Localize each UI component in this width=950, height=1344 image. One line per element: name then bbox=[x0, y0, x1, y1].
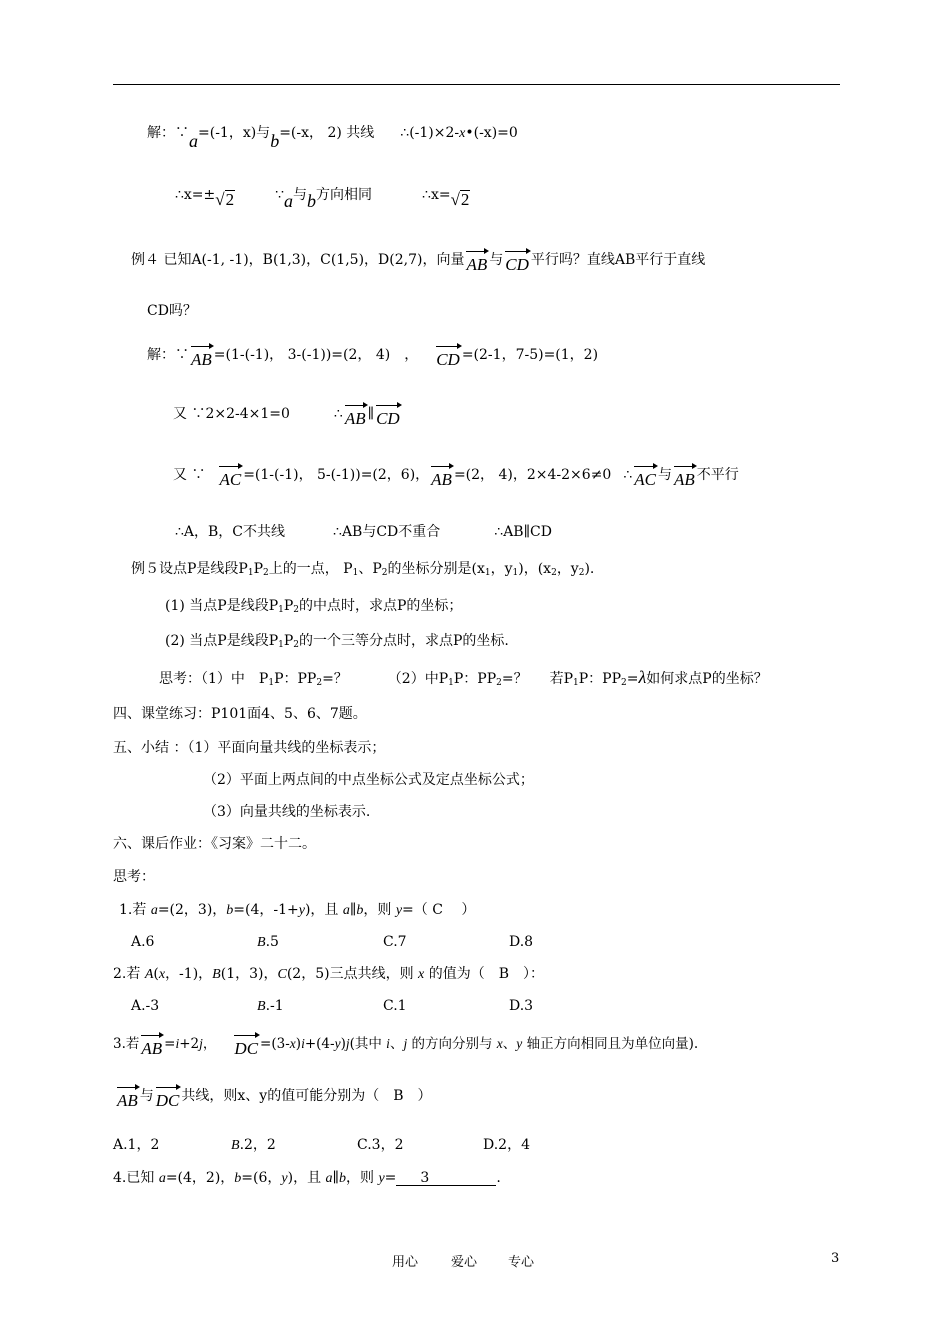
text: ∴ bbox=[333, 406, 343, 422]
text: ) bbox=[340, 1036, 346, 1052]
text: 六、课后作业：《习案》二十二。 bbox=[113, 836, 316, 852]
text: 的中点时，求点P的坐标； bbox=[299, 598, 463, 614]
vector-DC: DC bbox=[234, 1034, 258, 1057]
question-3 bbox=[113, 1034, 698, 1057]
text: •(-x)=0 bbox=[465, 125, 518, 141]
question-2-options bbox=[131, 999, 533, 1014]
summary-2 bbox=[203, 773, 534, 787]
text: )，(x bbox=[518, 561, 552, 577]
text: = bbox=[384, 1170, 397, 1186]
subscript: 2 bbox=[293, 640, 300, 650]
var-x: x bbox=[496, 1036, 503, 1051]
lambda-symbol: λ bbox=[638, 667, 647, 687]
var-j: j bbox=[345, 1036, 350, 1051]
text: 四、课堂练习：P101面4、5、6、7题。 bbox=[113, 706, 367, 722]
text: （2）平面上两点间的中点坐标公式及定点坐标公式； bbox=[203, 772, 534, 788]
text: 1.若 bbox=[119, 902, 151, 918]
option-a: A.6 bbox=[131, 934, 155, 950]
var-j: j bbox=[403, 1036, 408, 1051]
text: = bbox=[164, 1036, 176, 1052]
text: . bbox=[496, 1170, 501, 1186]
text: ( bbox=[153, 966, 159, 982]
text: =(1-(-1)， 5-(-1))=(2，6)， bbox=[243, 467, 430, 483]
subscript: 2 bbox=[551, 568, 557, 578]
option-c: C.3，2 bbox=[357, 1137, 404, 1153]
var-y: y bbox=[516, 1036, 523, 1051]
sqrt-2: √2 bbox=[215, 190, 235, 209]
option-b-letter: B bbox=[257, 999, 266, 1014]
text: P bbox=[283, 598, 294, 614]
text: ∴A，B，C不共线 bbox=[175, 524, 286, 540]
var-a: a bbox=[150, 903, 158, 918]
var-a: a bbox=[325, 1171, 333, 1186]
text: ∴AB与CD不重合 bbox=[333, 524, 441, 540]
vector-CD: CD bbox=[436, 345, 460, 368]
text: +(4- bbox=[304, 1036, 335, 1052]
var-j: j bbox=[199, 1036, 203, 1051]
var-b: b bbox=[356, 903, 364, 918]
option-b: .2，2 bbox=[239, 1137, 276, 1153]
option-b-letter: B bbox=[257, 935, 266, 950]
footer-text-3: 专心 bbox=[508, 1255, 535, 1270]
answer-blank: 3 bbox=[396, 1171, 496, 1186]
var-b: b bbox=[226, 903, 234, 918]
text: =（ C ） bbox=[402, 902, 476, 918]
text: (2，5)三点共线，则 bbox=[286, 966, 419, 982]
text: ∵ bbox=[275, 187, 285, 203]
text: =(2，3)， bbox=[157, 902, 227, 918]
section-5 bbox=[113, 741, 385, 755]
question-2 bbox=[113, 967, 544, 982]
text: 与 bbox=[139, 1088, 154, 1104]
text: 与 bbox=[658, 467, 672, 483]
solution-line-2 bbox=[175, 188, 470, 210]
question-1-options bbox=[131, 935, 533, 950]
text: ∥ bbox=[349, 902, 357, 918]
text: ∴x= bbox=[422, 187, 451, 203]
question-3-options bbox=[113, 1138, 530, 1153]
text: 轴正方向相同且为单位向量). bbox=[522, 1036, 699, 1052]
option-b: .5 bbox=[265, 934, 279, 950]
text: =？ bbox=[322, 671, 348, 687]
text: +2 bbox=[179, 1036, 200, 1052]
text: =(2-1，7-5)=(1，2) bbox=[461, 347, 599, 363]
text: ). bbox=[584, 561, 595, 577]
text: ∴AB∥CD bbox=[494, 524, 552, 540]
text: 思考：（1）中 P bbox=[159, 671, 269, 687]
var-x: x bbox=[158, 967, 166, 982]
text: 、P bbox=[358, 561, 382, 577]
header-rule bbox=[113, 84, 840, 85]
text: =(4，-1+ bbox=[233, 902, 299, 918]
text: ∴x=± bbox=[175, 187, 216, 203]
text: =(-1，x)与 bbox=[198, 125, 271, 141]
solution-4-line-2 bbox=[173, 404, 402, 427]
vector-AC: AC bbox=[219, 465, 241, 488]
text: 3.若 bbox=[113, 1036, 140, 1052]
subscript: 1 bbox=[247, 568, 254, 578]
subscript: 1 bbox=[512, 568, 519, 578]
var-x: x bbox=[418, 967, 425, 982]
text: P：PP bbox=[453, 671, 497, 687]
subscript: 2 bbox=[263, 568, 269, 578]
text: 4.已知 bbox=[113, 1170, 159, 1186]
text: P bbox=[253, 561, 263, 577]
var-C: C bbox=[277, 967, 287, 982]
text: 方向相同 bbox=[316, 187, 373, 203]
subscript: 1 bbox=[352, 568, 359, 578]
var-b: b bbox=[234, 1171, 242, 1186]
text: 、 bbox=[502, 1036, 517, 1052]
text: (2) 当点P是线段P bbox=[165, 633, 279, 649]
text: 的方向分别与 bbox=[407, 1036, 497, 1052]
question-1 bbox=[119, 903, 475, 918]
text: 与 bbox=[293, 187, 308, 203]
text: 与 bbox=[489, 252, 504, 268]
text: P：PP bbox=[274, 671, 317, 687]
text: 共线，则x、y的值可能分别为（ B ） bbox=[181, 1088, 432, 1104]
text: =(4，2)， bbox=[165, 1170, 235, 1186]
text: (其中 bbox=[349, 1036, 387, 1052]
var-a: a bbox=[284, 191, 294, 211]
subscript: 1 bbox=[573, 678, 579, 688]
var-a: a bbox=[158, 1171, 166, 1186]
option-c: C.1 bbox=[383, 998, 407, 1014]
text: 2.若 bbox=[113, 966, 145, 982]
var-b: b bbox=[270, 131, 280, 151]
option-b-letter: B bbox=[231, 1138, 240, 1153]
text: 又 ∵ bbox=[173, 467, 206, 483]
var-y: y bbox=[378, 1171, 385, 1186]
var-y: y bbox=[298, 903, 305, 918]
vector-AB: AB bbox=[141, 1034, 162, 1057]
var-b: b bbox=[307, 191, 317, 211]
solution-4-conclusion bbox=[175, 525, 552, 539]
vector-CD: CD bbox=[505, 250, 529, 273]
radicand: 2 bbox=[460, 190, 470, 209]
text: P bbox=[283, 633, 294, 649]
text: (1) 当点P是线段P bbox=[165, 598, 279, 614]
text: CD吗？ bbox=[147, 303, 197, 319]
summary-3 bbox=[203, 805, 370, 819]
text: 思考： bbox=[113, 869, 155, 885]
subscript: 2 bbox=[578, 568, 585, 578]
option-a: A.-3 bbox=[131, 998, 160, 1014]
text: =？ bbox=[501, 671, 528, 687]
text: 如何求点P的坐标？ bbox=[646, 671, 768, 687]
text: =(6， bbox=[241, 1170, 282, 1186]
section-6 bbox=[113, 837, 316, 851]
example-4-statement-cont bbox=[147, 304, 197, 318]
var-i: i bbox=[386, 1036, 390, 1051]
subscript: 2 bbox=[316, 678, 323, 688]
text: 不平行 bbox=[696, 467, 739, 483]
var-a: a bbox=[189, 131, 198, 151]
text: ，-1)， bbox=[165, 966, 213, 982]
think-line bbox=[159, 668, 768, 688]
subscript: 2 bbox=[496, 678, 502, 688]
text: =(1-(-1)， 3-(-1))=(2， 4) ， bbox=[213, 347, 419, 363]
var-i: i bbox=[301, 1036, 305, 1051]
option-c: C.7 bbox=[383, 934, 407, 950]
vector-AB: AB bbox=[117, 1086, 138, 1109]
text: (1，3)， bbox=[220, 966, 278, 982]
text: 若P bbox=[549, 671, 574, 687]
example-5-part-2 bbox=[165, 634, 509, 650]
var-A: A bbox=[144, 967, 154, 982]
example-5-statement bbox=[131, 562, 594, 578]
text: 的值为（ B ）： bbox=[424, 966, 544, 982]
vector-AB: AB bbox=[431, 465, 452, 488]
page-number: 3 bbox=[831, 1251, 840, 1266]
text: 五、小结 ：（1）平面向量共线的坐标表示； bbox=[113, 740, 386, 756]
var-B: B bbox=[212, 967, 221, 982]
var-x: x bbox=[289, 1036, 296, 1051]
var-i: i bbox=[175, 1036, 180, 1051]
text: 例４ 已知A(-1, -1)，B(1,3)，C(1,5)，D(2,7)，向量 bbox=[131, 252, 465, 268]
var-y: y bbox=[334, 1036, 341, 1051]
vector-AB: AB bbox=[674, 465, 695, 488]
vector-AB: AB bbox=[345, 404, 366, 427]
vector-DC: DC bbox=[156, 1086, 180, 1109]
text: ∥ bbox=[367, 406, 375, 422]
subscript: 1 bbox=[448, 678, 454, 688]
solution-4-line-3 bbox=[173, 465, 739, 488]
text: 、 bbox=[389, 1036, 404, 1052]
text: )，且 bbox=[287, 1170, 326, 1186]
subscript: 1 bbox=[268, 678, 275, 688]
text: )，且 bbox=[304, 902, 343, 918]
question-4 bbox=[113, 1171, 501, 1186]
text: P：PP bbox=[578, 671, 622, 687]
subscript: 2 bbox=[621, 678, 627, 688]
text: ∴ bbox=[623, 467, 633, 483]
option-d: D.2，4 bbox=[483, 1137, 530, 1153]
solution-line-1 bbox=[147, 126, 518, 150]
vector-AC: AC bbox=[634, 465, 656, 488]
text: ) bbox=[295, 1036, 302, 1052]
subscript: 2 bbox=[381, 568, 388, 578]
text: ∴(-1)×2- bbox=[400, 125, 460, 141]
var-b: b bbox=[339, 1171, 346, 1186]
option-d: D.3 bbox=[509, 998, 534, 1014]
text: 解：∵ bbox=[147, 125, 189, 141]
text: 的坐标分别是(x bbox=[387, 561, 485, 577]
sqrt-2: √2 bbox=[450, 190, 470, 209]
text: =(-x， 2) 共线 bbox=[279, 125, 375, 141]
vector-AB: AB bbox=[466, 250, 487, 273]
var-y: y bbox=[281, 1171, 288, 1186]
option-b: .-1 bbox=[265, 998, 284, 1014]
var-a: a bbox=[342, 903, 350, 918]
text: =(3- bbox=[260, 1036, 290, 1052]
text: 解：∵ bbox=[147, 347, 189, 363]
text: 例５设点P是线段P bbox=[131, 561, 248, 577]
subscript: 1 bbox=[484, 568, 491, 578]
subscript: 2 bbox=[293, 605, 300, 615]
solution-4-line-1 bbox=[147, 345, 598, 368]
radicand: 2 bbox=[225, 190, 235, 209]
text: ，则 bbox=[363, 902, 396, 918]
vector-AB: AB bbox=[191, 345, 212, 368]
text: 上的一点， P bbox=[268, 561, 353, 577]
example-4-statement bbox=[131, 250, 705, 273]
text: = bbox=[626, 671, 639, 687]
text: 又 ∵2×2-4×1=0 bbox=[173, 406, 290, 422]
footer-text-2: 爱心 bbox=[451, 1255, 478, 1270]
subscript: 1 bbox=[278, 605, 284, 615]
example-5-part-1 bbox=[165, 599, 462, 615]
footer-text-1: 用心 bbox=[392, 1255, 419, 1270]
text: =(2， 4)，2×4-2×6≠0 bbox=[453, 467, 612, 483]
option-a: A.1，2 bbox=[113, 1137, 160, 1153]
var-x: x bbox=[459, 126, 466, 141]
text: ，y bbox=[490, 561, 513, 577]
vector-CD: CD bbox=[376, 404, 400, 427]
text: 的一个三等分点时，求点P的坐标. bbox=[299, 633, 509, 649]
text: （2）中P bbox=[387, 671, 449, 687]
section-4 bbox=[113, 707, 367, 721]
think-heading bbox=[113, 870, 155, 884]
option-d: D.8 bbox=[509, 934, 534, 950]
text: ， bbox=[202, 1036, 217, 1052]
text: 平行吗？直线AB平行于直线 bbox=[530, 252, 706, 268]
var-y: y bbox=[395, 903, 403, 918]
text: ，则 bbox=[346, 1170, 379, 1186]
subscript: 1 bbox=[278, 640, 284, 650]
question-3-cont bbox=[115, 1086, 432, 1109]
text: ∥ bbox=[332, 1170, 339, 1186]
text: ，y bbox=[556, 561, 579, 577]
text: （3）向量共线的坐标表示. bbox=[203, 804, 371, 820]
